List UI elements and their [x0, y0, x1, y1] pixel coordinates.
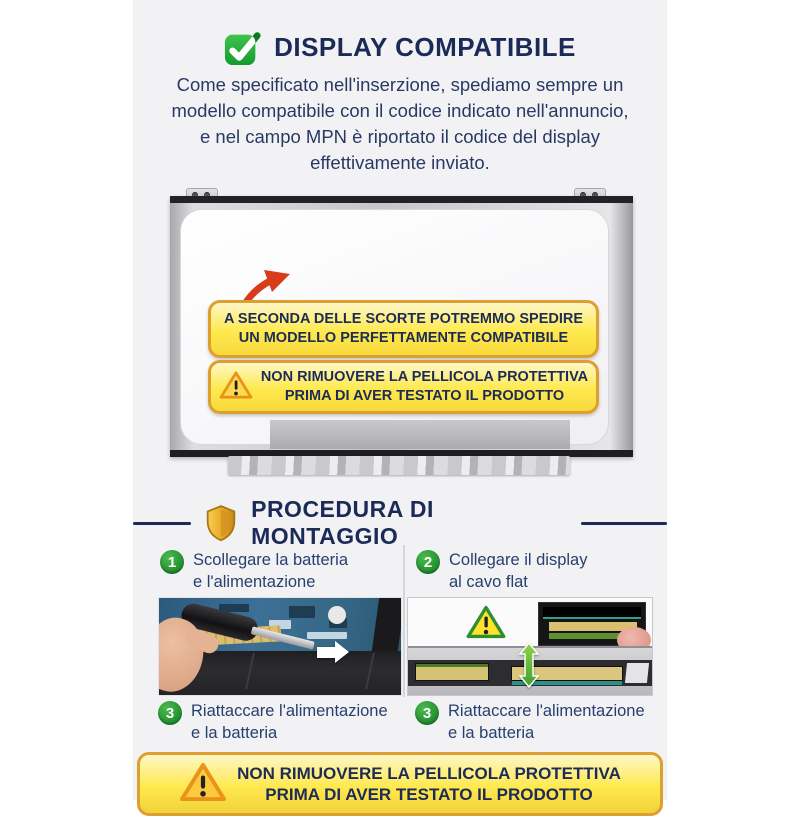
- banner-line: NON RIMUOVERE LA PELLICOLA PROTETTIVA: [237, 764, 621, 783]
- lcd-panel-image: [170, 188, 633, 475]
- step-text-line: Riattaccare l'alimentazione: [448, 702, 645, 720]
- green-check-icon: [224, 28, 262, 66]
- intro-line: e nel campo MPN è riportato il codice del display: [200, 126, 600, 147]
- connect-flat-cable-photo: [407, 597, 653, 696]
- step-text-line: Collegare il display: [449, 551, 588, 569]
- step-text-line: Scollegare la batteria: [193, 551, 349, 569]
- page-title: DISPLAY COMPATIBILE: [274, 31, 576, 62]
- connector-closeup-inset: [538, 602, 646, 646]
- step-text-line: e la batteria: [191, 724, 278, 742]
- procedure-title: PROCEDURA DI MONTAGGIO: [251, 496, 434, 549]
- heading-rule-right: [581, 522, 667, 525]
- warning-line: NON RIMUOVERE LA PELLICOLA PROTETTIVA: [260, 369, 589, 385]
- warning-triangle-icon: [466, 604, 506, 645]
- step-text-line: Riattaccare l'alimentazione: [191, 702, 388, 720]
- warning-line: PRIMA DI AVER TESTATO IL PRODOTTO: [284, 388, 565, 404]
- warning-line: UN MODELLO PERFETTAMENTE COMPATIBILE: [238, 330, 569, 346]
- warning-line: A SECONDA DELLE SCORTE POTREMMO SPEDIRE: [223, 311, 584, 327]
- panel-top-edge: [170, 196, 633, 203]
- banner-line: PRIMA DI AVER TESTATO IL PRODOTTO: [265, 785, 593, 804]
- procedure-heading: [133, 496, 667, 549]
- warning-box-film: [208, 360, 599, 414]
- step-text-line: e l'alimentazione: [193, 573, 316, 591]
- disconnect-battery-photo: [158, 597, 402, 696]
- column-divider: [403, 545, 405, 697]
- intro-line: modello compatibile con il codice indicato nell'annuncio,: [171, 100, 629, 121]
- intro-line: effettivamente inviato.: [310, 152, 490, 173]
- page-header: [133, 27, 667, 67]
- step-3-right: [415, 700, 657, 744]
- gold-shield-icon: [205, 504, 237, 542]
- panel-foil-strip: [228, 456, 570, 475]
- heading-rule-left: [133, 522, 191, 525]
- step-2: [416, 549, 652, 593]
- panel-bottom-bezel: [270, 420, 570, 449]
- step-number-badge: 2: [416, 550, 440, 574]
- step-number-badge: 1: [160, 550, 184, 574]
- step-text-line: e la batteria: [448, 724, 535, 742]
- step-number-badge: 3: [415, 701, 439, 725]
- warning-box-stock: [208, 300, 599, 358]
- green-up-down-arrow-icon: [518, 642, 540, 693]
- warning-triangle-icon: [179, 761, 227, 808]
- footer-warning-banner: [137, 752, 663, 816]
- white-right-arrow-icon: [317, 641, 349, 663]
- step-3-left: [158, 700, 400, 744]
- step-number-badge: 3: [158, 701, 182, 725]
- warning-triangle-icon: [219, 370, 253, 405]
- step-1: [160, 549, 396, 593]
- intro-line: Come specificato nell'inserzione, spediamo sempre un: [176, 74, 624, 95]
- intro-paragraph: [138, 72, 662, 176]
- step-text-line: al cavo flat: [449, 573, 528, 591]
